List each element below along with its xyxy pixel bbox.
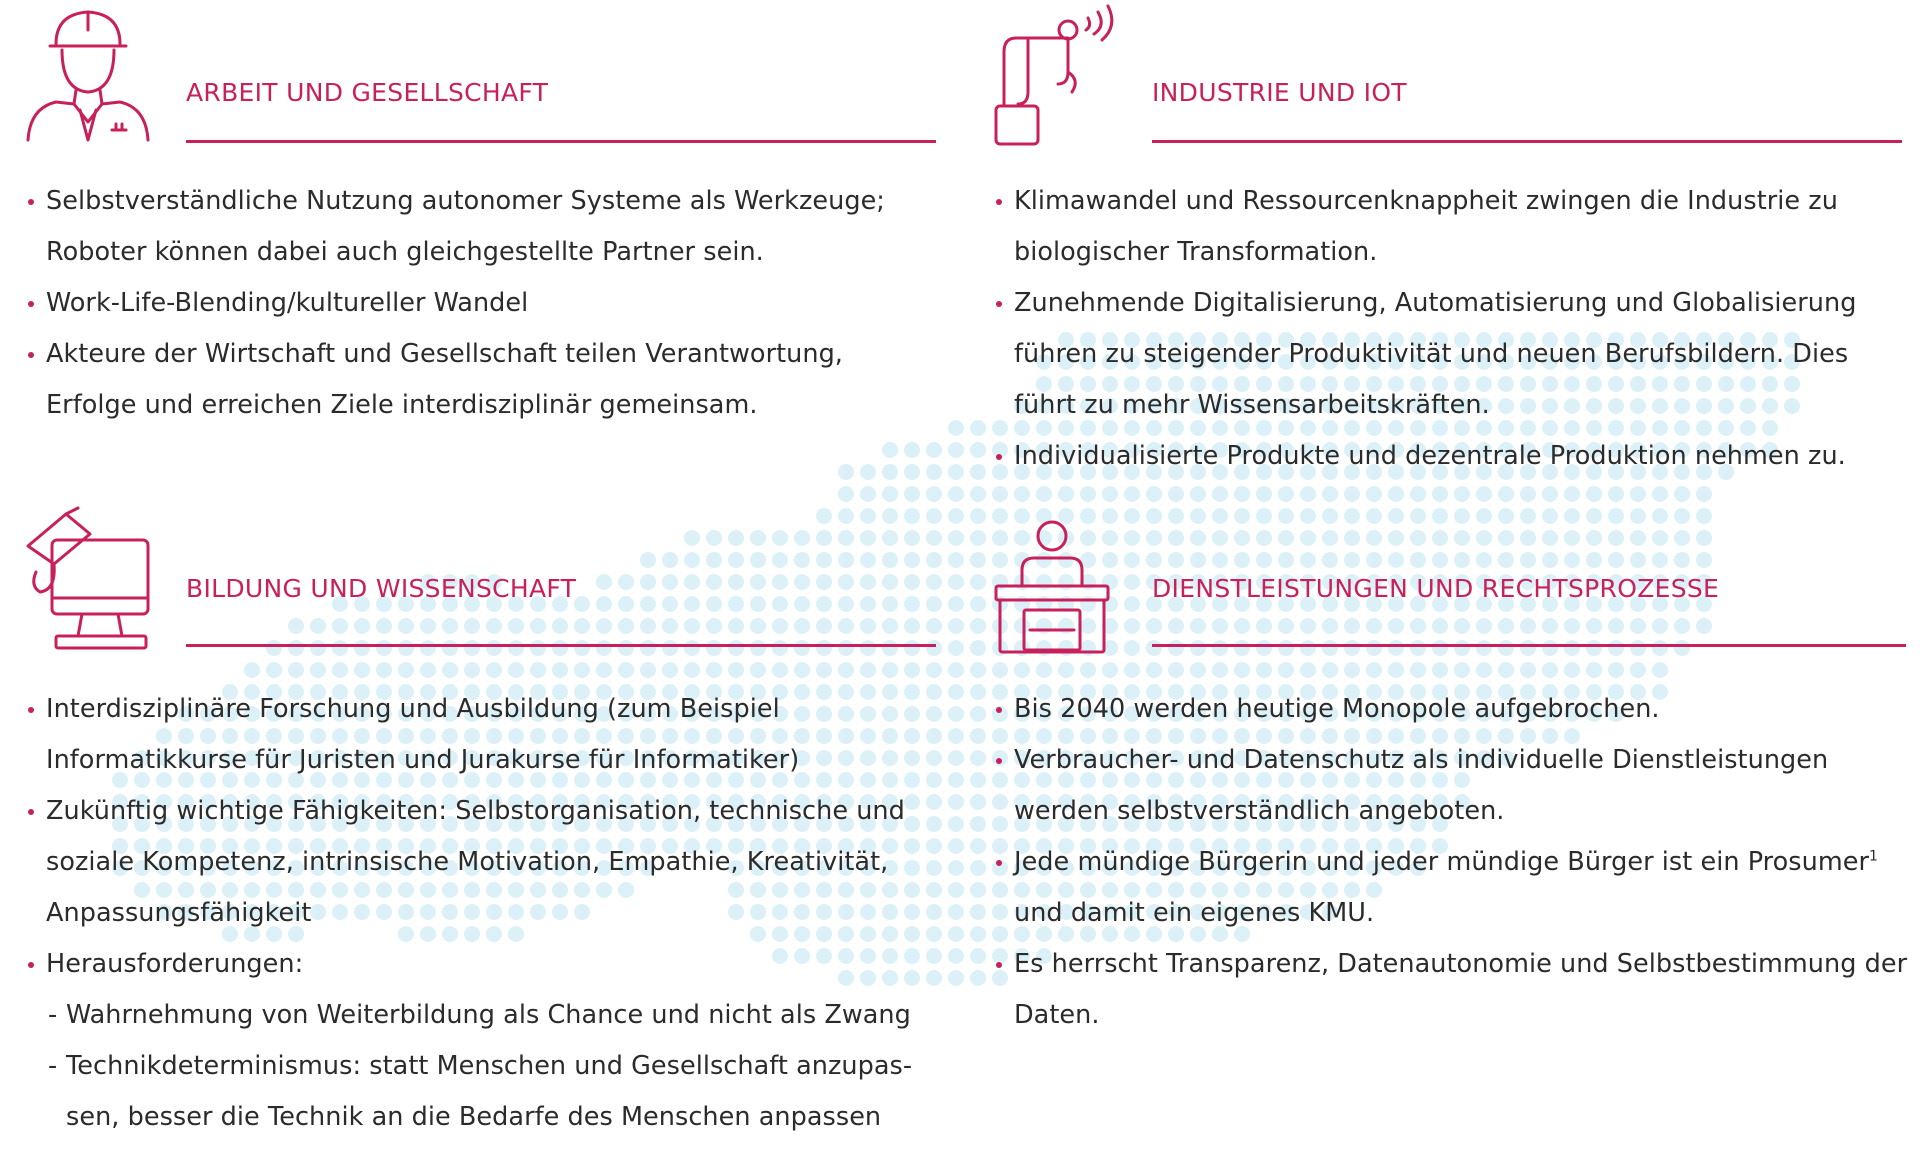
list-item-text-continued: und damit ein eigenes KMU. [1014,898,1375,928]
background-dot [266,662,282,678]
background-dot [1036,486,1052,502]
section-header [994,506,1906,646]
background-dot [1652,486,1668,502]
section-title: BILDUNG UND WISSENSCHAFT [186,574,577,603]
list-item: Individualisierte Produkte und dezentrale Produktion nehmen zu. [994,431,1902,482]
background-dot [904,442,920,458]
background-dot [1476,662,1492,678]
background-dot [970,904,986,920]
background-dot [970,552,986,568]
list-item: Selbstverständliche Nutzung autonomer Systeme als Werkzeuge; Roboter können dabei auch gleichgestellte Partner sein. [26,176,926,278]
background-dot [970,574,986,590]
background-dot [926,442,942,458]
background-dot [970,684,986,700]
background-dot [1498,662,1514,678]
background-dot [244,662,260,678]
section-divider [186,140,936,143]
background-dot [772,662,788,678]
background-dot [904,486,920,502]
background-dot [508,662,524,678]
background-dot [970,816,986,832]
background-dot [970,772,986,788]
background-dot [530,662,546,678]
background-dot [1234,486,1250,502]
section-title: DIENSTLEISTUNGEN UND RECHTSPROZESSE [1152,574,1720,603]
background-dot [1410,486,1426,502]
background-dot [1498,486,1514,502]
background-dot [860,464,876,480]
background-dot [948,552,964,568]
background-dot [970,420,986,436]
background-dot [1608,662,1624,678]
list-item: Zukünftig wichtige Fähigkeiten: Selbstorganisation, technische und soziale Kompetenz, intrinsische Motivation, Empathie, Kreativität, Anpassungsfähigkeit [26,786,956,939]
background-dot [970,860,986,876]
background-dot [970,486,986,502]
background-dot [1652,662,1668,678]
background-dot [1564,662,1580,678]
list-item: Interdisziplinäre Forschung und Ausbildung (zum Beispiel Informatikkurse für Juristen und Jurakurse für Informatiker) [26,684,866,786]
background-dot [882,486,898,502]
background-dot [1344,662,1360,678]
background-dot [970,728,986,744]
section-bildung-wissenschaft [26,506,936,1132]
background-dot [838,464,854,480]
section-arbeit-gesellschaft [26,0,936,420]
background-dot [354,662,370,678]
background-dot [882,662,898,678]
list-item: Work-Life-Blending/kultureller Wandel [26,278,936,329]
background-dot [992,662,1008,678]
section-dienstleistungen-rechtsprozesse [994,506,1908,1030]
background-dot [1432,486,1448,502]
background-dot [860,486,876,502]
background-dot [1146,662,1162,678]
background-dot [1190,662,1206,678]
list-item [26,939,936,1143]
background-dot [1168,662,1184,678]
background-dot [464,662,480,678]
list-item: Zunehmende Digitalisierung, Automatisierung und Globalisierung führen zu steigender Produktivität und neuen Berufsbildern. Dies führt zu mehr Wissensarbeitskräften. [994,278,1894,431]
background-dot [970,618,986,634]
background-dot [904,464,920,480]
sub-bullet-list [46,990,936,1143]
background-dot [1608,486,1624,502]
background-dot [1564,486,1580,502]
background-dot [948,486,964,502]
background-dot [1454,486,1470,502]
section-header [994,0,1902,140]
background-dot [1058,662,1074,678]
background-dot [1190,486,1206,502]
background-dot [1300,662,1316,678]
background-dot [1454,662,1470,678]
background-dot [970,640,986,656]
background-dot [882,442,898,458]
background-dot [948,442,964,458]
background-dot [1322,662,1338,678]
background-dot [926,486,942,502]
robot-arm-icon [994,0,1124,148]
background-dot [728,662,744,678]
background-dot [970,464,986,480]
background-dot [1388,662,1404,678]
background-dot [970,882,986,898]
section-divider [1152,140,1902,143]
background-dot [838,486,854,502]
background-dot [948,684,964,700]
background-dot [750,662,766,678]
background-dot [970,794,986,810]
background-dot [948,618,964,634]
list-item-text: Jede mündige Bürgerin und jeder mündige Bürger ist ein Prosumer [1014,847,1870,877]
background-dot [948,596,964,612]
background-dot [970,948,986,964]
background-dot [1520,486,1536,502]
background-dot [904,662,920,678]
list-item [994,837,1920,939]
footnote-marker: 1 [1869,848,1878,865]
bullet-list [994,684,1906,1041]
background-dot [882,464,898,480]
background-dot [948,640,964,656]
list-item: Es herrscht Transparenz, Datenautonomie und Selbstbestimmung der Daten. [994,939,1920,1041]
background-dot [1014,486,1030,502]
list-item: Verbraucher- und Datenschutz als individuelle Dienstleistungen werden selbstverständlich angeboten. [994,735,1894,837]
background-dot [970,662,986,678]
background-dot [662,662,678,678]
background-dot [838,662,854,678]
sub-list-item: - Technikdeterminismus: statt Menschen und Gesellschaft anzupas-sen, besser die Technik an die Bedarfe des Menschen anpassen [46,1041,946,1143]
background-dot [684,662,700,678]
background-dot [1080,662,1096,678]
section-industrie-iot [994,0,1902,471]
background-dot [1586,486,1602,502]
background-dot [1168,486,1184,502]
background-dot [310,662,326,678]
background-dot [1212,662,1228,678]
background-dot [948,530,964,546]
background-dot [552,662,568,678]
background-dot [948,750,964,766]
bullet-list [994,176,1902,482]
background-dot [1300,486,1316,502]
construction-worker-icon [26,0,154,142]
background-dot [1630,486,1646,502]
background-dot [1080,486,1096,502]
background-dot [596,662,612,678]
background-dot [948,970,964,986]
list-item-label: Herausforderungen: [46,949,304,979]
background-dot [1366,486,1382,502]
list-item: Akteure der Wirtschaft und Gesellschaft teilen Verantwortung, Erfolge und erreichen Ziele interdisziplinär gemeinsam. [26,329,916,431]
background-dot [640,662,656,678]
background-dot [442,662,458,678]
background-dot [1674,486,1690,502]
background-dot [948,948,964,964]
service-desk-icon [994,506,1110,656]
background-dot [618,662,634,678]
background-dot [1520,662,1536,678]
background-dot [1388,486,1404,502]
background-dot [948,574,964,590]
background-dot [970,530,986,546]
background-dot [1102,486,1118,502]
background-dot [1102,662,1118,678]
background-dot [1344,486,1360,502]
sub-list-item: - Wahrnehmung von Weiterbildung als Chance und nicht als Zwang [46,990,936,1041]
background-dot [486,662,502,678]
background-dot [992,486,1008,502]
background-dot [970,596,986,612]
background-dot [420,662,436,678]
background-dot [1256,662,1272,678]
background-dot [574,662,590,678]
section-title: INDUSTRIE UND IOT [1152,78,1407,107]
section-header [26,0,936,140]
background-dot [1058,486,1074,502]
background-dot [1322,486,1338,502]
background-dot [816,662,832,678]
background-dot [1476,486,1492,502]
background-dot [970,926,986,942]
background-dot [948,728,964,744]
background-dot [970,838,986,854]
background-dot [1542,662,1558,678]
background-dot [1432,662,1448,678]
background-dot [1256,486,1272,502]
background-dot [794,662,810,678]
background-dot [1542,486,1558,502]
background-dot [970,706,986,722]
section-header [26,506,936,646]
background-dot [1014,662,1030,678]
background-dot [1212,486,1228,502]
section-title: ARBEIT UND GESELLSCHAFT [186,78,549,107]
background-dot [948,662,964,678]
background-dot [1696,486,1712,502]
background-dot [1630,662,1646,678]
list-item: Bis 2040 werden heutige Monopole aufgebrochen. [994,684,1906,735]
graduation-computer-icon [26,506,156,656]
background-dot [288,662,304,678]
background-dot [948,706,964,722]
list-item: Klimawandel und Ressourcenknappheit zwingen die Industrie zu biologischer Transformation. [994,176,1894,278]
background-dot [948,508,964,524]
background-dot [398,662,414,678]
background-dot [1586,662,1602,678]
background-dot [376,662,392,678]
background-dot [926,464,942,480]
background-dot [948,420,964,436]
background-dot [970,442,986,458]
bullet-list [26,684,936,1143]
background-dot [1124,486,1140,502]
background-dot [1036,662,1052,678]
background-dot [1366,662,1382,678]
background-dot [1146,486,1162,502]
section-divider [186,644,936,647]
background-dot [926,662,942,678]
background-dot [1410,662,1426,678]
background-dot [860,662,876,678]
background-dot [1124,662,1140,678]
background-dot [332,662,348,678]
background-dot [1278,662,1294,678]
background-dot [948,464,964,480]
background-dot [970,508,986,524]
background-dot [970,750,986,766]
background-dot [970,970,986,986]
background-dot [1234,662,1250,678]
background-dot [706,662,722,678]
section-divider [1152,644,1906,647]
bullet-list [26,176,936,431]
background-dot [1278,486,1294,502]
